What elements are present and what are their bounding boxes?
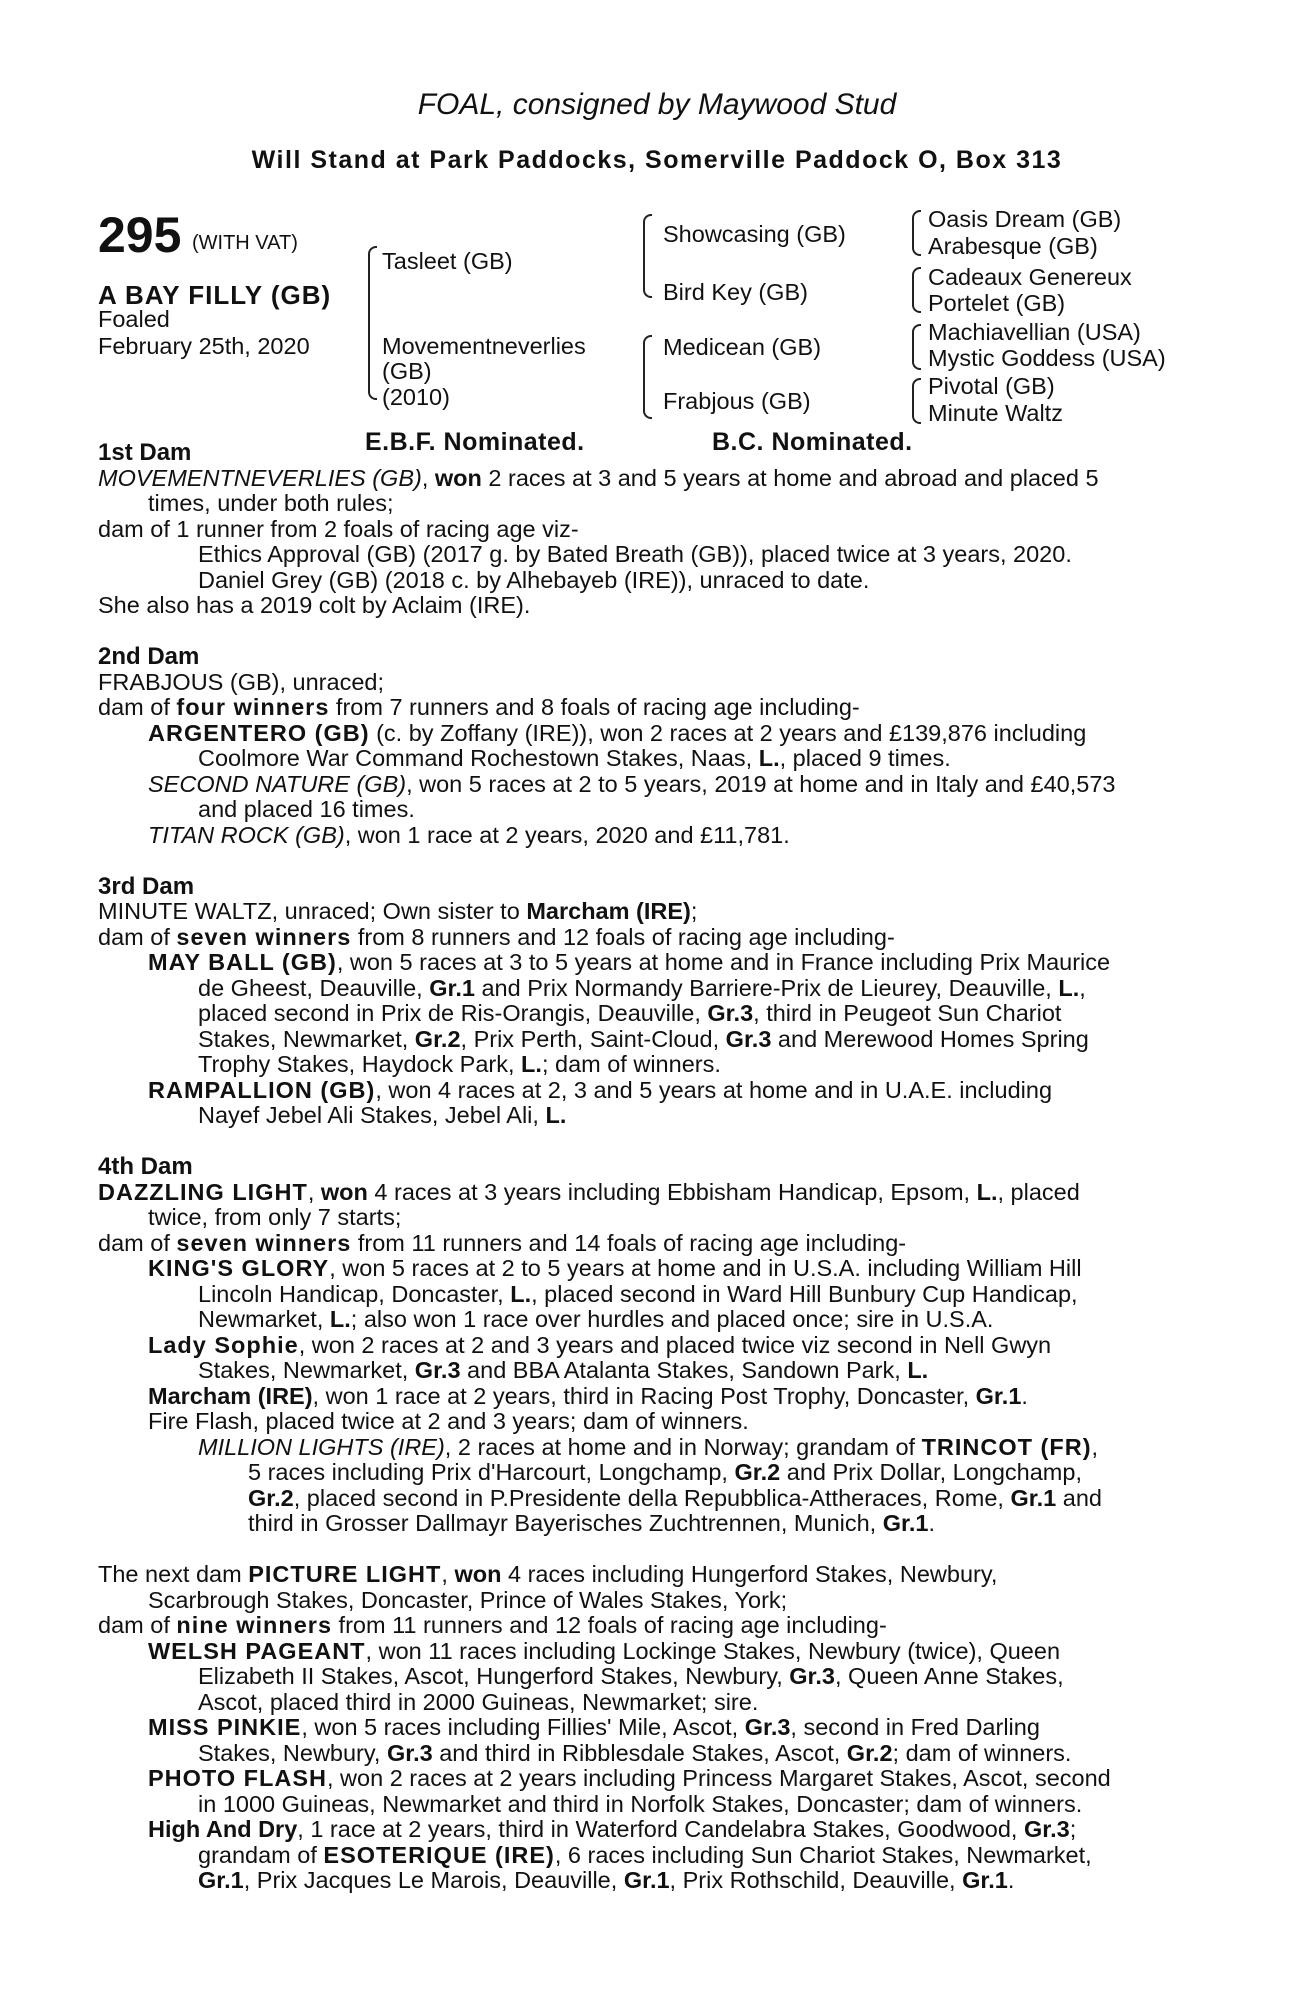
dam-name: MOVEMENTNEVERLIES (GB): [98, 464, 422, 491]
produce-entry: [98, 1639, 1218, 1665]
dam-sire: Medicean (GB): [663, 334, 822, 360]
text: and BBA Atalanta Stakes, Sandown Park,: [460, 1357, 908, 1383]
text: from 11 runners and 14 foals of racing age including-: [351, 1229, 907, 1256]
produce-entry: [98, 1715, 1218, 1741]
horse-name: KING'S GLORY: [148, 1255, 330, 1281]
grade: L.: [510, 1280, 532, 1307]
grade: L.: [545, 1102, 567, 1128]
text: ;: [1069, 1816, 1077, 1842]
horse-name: Lady Sophie: [148, 1331, 299, 1358]
text: Stakes, Newbury,: [198, 1739, 387, 1766]
grade: Gr.1: [623, 1867, 670, 1893]
text: from 8 runners and 12 foals of racing age including-: [351, 923, 895, 950]
text: , third in Peugeot Sun Chariot: [753, 1000, 1062, 1026]
produce-entry: [98, 1384, 1218, 1410]
produce-entry: [98, 1307, 1218, 1333]
bc-nomination: B.C. Nominated.: [712, 428, 913, 456]
produce-entry: [98, 1333, 1218, 1359]
text: Trophy Stakes, Haydock Park,: [198, 1051, 522, 1077]
ds-dam: Mystic Goddess (USA): [928, 345, 1166, 371]
horse-name: PHOTO FLASH: [148, 1765, 327, 1791]
brace-gen1: [368, 246, 377, 400]
horse-name: High And Dry: [148, 1816, 298, 1842]
foaled-date: February 25th, 2020: [98, 333, 310, 359]
horse-name: MISS PINKIE: [148, 1714, 302, 1740]
grade: Gr.2: [734, 1459, 781, 1485]
text: , Prix Rothschild, Deauville,: [669, 1867, 963, 1893]
sd-sire: Cadeaux Genereux: [928, 264, 1132, 290]
first-dam-line: [98, 466, 1218, 492]
grade: Gr.3: [386, 1739, 433, 1766]
grade: Gr.1: [975, 1382, 1022, 1409]
winners-count: nine winners: [176, 1612, 333, 1638]
sd-dam: Portelet (GB): [928, 290, 1066, 316]
produce-entry: [98, 1664, 1218, 1690]
text: third in Grosser Dallmayr Bayerisches Zuchtrennen, Munich,: [248, 1510, 883, 1536]
ds-sire: Machiavellian (USA): [928, 319, 1141, 345]
text: grandam of: [198, 1841, 324, 1868]
lot-number: 295: [98, 207, 182, 263]
grade: L.: [329, 1306, 351, 1332]
fourth-dam-line: twice, from only 7 starts;: [148, 1204, 402, 1230]
winners-count: seven winners: [176, 923, 352, 950]
second-dam-heading: 2nd Dam: [98, 643, 200, 670]
produce-entry: [98, 1435, 1218, 1461]
text: , won 5 races at 2 to 5 years, 2019 at home and in Italy and £40,573: [406, 770, 1116, 797]
text: , placed second in Ward Hill Bunbury Cup Handicap,: [531, 1280, 1078, 1307]
produce-entry: [98, 746, 1218, 772]
fourth-dam-line: [98, 1231, 1218, 1257]
produce-entry: [98, 1078, 1218, 1104]
text: MINUTE WALTZ, unraced; Own sister to: [98, 898, 527, 924]
next-dam-line: [98, 1562, 1218, 1588]
horse-name: ARGENTERO (GB): [148, 719, 370, 746]
grade: Gr.1: [198, 1867, 244, 1893]
produce-entry: [98, 1766, 1218, 1792]
sire: Tasleet (GB): [382, 248, 513, 274]
produce-entry: Ascot, placed third in 2000 Guineas, Newmarket; sire.: [198, 1688, 759, 1715]
text: , placed second in P.Presidente della Repubblica-Attheraces, Rome,: [293, 1484, 1011, 1511]
text: , Queen Anne Stakes,: [835, 1663, 1064, 1689]
text: 5 races including Prix d'Harcourt, Longchamp,: [248, 1459, 735, 1485]
text: ,: [1091, 1433, 1099, 1460]
produce-entry: [98, 1282, 1218, 1308]
won-label: won: [454, 1561, 502, 1587]
produce-entry: and placed 16 times.: [198, 796, 415, 822]
dam-suffix: (GB): [382, 358, 432, 384]
text: from 11 runners and 12 foals of racing age including-: [332, 1612, 887, 1638]
text: , Prix Jacques Le Marois, Deauville,: [243, 1867, 624, 1893]
text: and Prix Dollar, Longchamp,: [780, 1459, 1082, 1485]
produce-entry: Ethics Approval (GB) (2017 g. by Bated Breath (GB)), placed twice at 3 years, 2020.: [198, 541, 1072, 567]
grade: L.: [521, 1051, 542, 1077]
produce-entry: in 1000 Guineas, Newmarket and third in Norfolk Stakes, Doncaster; dam of winners.: [198, 1790, 1083, 1817]
text: dam of: [98, 694, 177, 720]
grade: L.: [758, 745, 780, 771]
horse-title: A BAY FILLY (GB): [98, 280, 332, 310]
vat-note: (WITH VAT): [192, 232, 298, 254]
text: Nayef Jebel Ali Stakes, Jebel Ali,: [198, 1102, 546, 1128]
text: .: [928, 1510, 936, 1536]
sire-dam: Bird Key (GB): [663, 279, 808, 305]
text: de Gheest, Deauville,: [198, 974, 430, 1001]
won-label: won: [320, 1178, 368, 1205]
brace-sire: [643, 214, 652, 298]
text: and Prix Normandy Barriere-Prix de Lieurey, Deauville,: [474, 974, 1059, 1001]
horse-name: TRINCOT (FR): [921, 1433, 1092, 1460]
grade: L.: [907, 1357, 929, 1383]
stand-location: Will Stand at Park Paddocks, Somerville Paddock O, Box 313: [251, 146, 1063, 174]
ebf-nomination: E.B.F. Nominated.: [365, 428, 585, 456]
winners-count: seven winners: [176, 1229, 352, 1256]
text: 4 races at 3 years including Ebbisham Handicap, Epsom,: [367, 1178, 977, 1205]
produce-entry: [98, 772, 1218, 798]
text: Stakes, Newmarket,: [198, 1357, 415, 1383]
horse-name: Marcham (IRE): [526, 898, 691, 924]
produce-entry: [98, 823, 1218, 849]
dam-year: (2010): [382, 384, 450, 410]
text: 2 races at 3 and 5 years at home and abroad and placed 5: [481, 464, 1099, 491]
produce-entry: [98, 721, 1218, 747]
text: .: [1007, 1867, 1015, 1893]
text: , Prix Perth, Saint-Cloud,: [460, 1025, 726, 1052]
text: and: [1056, 1484, 1102, 1511]
third-dam-line: [98, 899, 1218, 925]
grade: Gr.3: [744, 1714, 791, 1740]
horse-name: Marcham (IRE): [148, 1382, 313, 1409]
dd-sire: Pivotal (GB): [928, 373, 1055, 399]
horse-name: TITAN ROCK (GB): [148, 821, 345, 848]
text: , won 1 race at 2 years, third in Racing Post Trophy, Doncaster,: [312, 1382, 976, 1409]
produce-entry: [98, 1868, 1218, 1894]
horse-name: RAMPALLION (GB): [148, 1076, 376, 1103]
text: ;: [690, 898, 698, 924]
text: from 7 runners and 8 foals of racing age including-: [329, 694, 860, 720]
horse-name: MILLION LIGHTS (IRE): [198, 1433, 445, 1460]
produce-entry: [98, 1052, 1218, 1078]
text: , won 5 races at 3 to 5 years at home and in France including Prix Maurice: [336, 949, 1111, 975]
second-dam-line: [98, 695, 1218, 721]
grade: Gr.2: [846, 1739, 893, 1766]
text: , 1 race at 2 years, third in Waterford Candelabra Stakes, Goodwood,: [297, 1816, 1024, 1842]
text: , won 11 races including Lockinge Stakes, Newbury (twice), Queen: [365, 1637, 1061, 1664]
grade: L.: [1058, 974, 1080, 1001]
produce-entry: [98, 1741, 1218, 1767]
brace-ss: [912, 210, 921, 256]
grade: L.: [976, 1178, 998, 1205]
text: placed second in Prix de Ris-Orangis, Deauville,: [198, 1000, 708, 1026]
brace-ds: [912, 324, 921, 370]
text: dam of: [98, 923, 177, 950]
ss-dam: Arabesque (GB): [928, 233, 1098, 259]
produce-entry: Daniel Grey (GB) (2018 c. by Alhebayeb (IRE)), unraced to date.: [198, 566, 870, 593]
produce-entry: [98, 1001, 1218, 1027]
produce-entry: [98, 1460, 1218, 1486]
first-dam-heading: 1st Dam: [98, 439, 192, 466]
text: ; also won 1 race over hurdles and placed once; sire in U.S.A.: [350, 1306, 994, 1332]
dam-dam: Frabjous (GB): [663, 388, 811, 414]
fourth-dam-heading: 4th Dam: [98, 1153, 193, 1180]
text: Coolmore War Command Rochestown Stakes, Naas,: [198, 745, 759, 771]
horse-name: ESOTERIQUE (IRE): [323, 1841, 555, 1868]
produce-entry: [98, 1358, 1218, 1384]
text: The next dam: [98, 1561, 249, 1587]
text: Newmarket,: [198, 1306, 330, 1332]
first-dam-line: times, under both rules;: [148, 490, 394, 516]
produce-entry: [98, 1511, 1218, 1537]
text: Lincoln Handicap, Doncaster,: [198, 1280, 511, 1307]
foaled-label: Foaled: [98, 306, 170, 332]
text: , won 1 race at 2 years, 2020 and £11,781.: [344, 821, 790, 848]
text: 4 races including Hungerford Stakes, Newbury,: [501, 1561, 998, 1587]
brace-dam: [643, 335, 652, 419]
first-dam-line: dam of 1 runner from 2 foals of racing age viz-: [98, 515, 579, 542]
text: ,: [1079, 974, 1086, 1001]
text: , won 5 races at 2 to 5 years at home and in U.S.A. including William Hill: [329, 1255, 1082, 1281]
horse-name: DAZZLING LIGHT: [98, 1178, 308, 1205]
grade: Gr.1: [429, 974, 475, 1001]
text: ,: [421, 464, 435, 491]
grade: Gr.2: [248, 1484, 294, 1511]
ss-sire: Oasis Dream (GB): [928, 206, 1122, 232]
text: (c. by Zoffany (IRE)), won 2 races at 2 years and £139,876 including: [369, 719, 1087, 746]
brace-sd: [912, 267, 921, 313]
text: , won 2 races at 2 and 3 years and placed twice viz second in Nell Gwyn: [298, 1331, 1052, 1358]
produce-entry: [98, 1103, 1218, 1129]
grade: Gr.3: [789, 1663, 835, 1689]
sire-sire: Showcasing (GB): [663, 221, 846, 247]
produce-entry: [98, 1486, 1218, 1512]
dam: Movementneverlies: [382, 333, 586, 359]
horse-name: MAY BALL (GB): [148, 949, 337, 975]
catalogue-body: [98, 440, 1218, 1894]
horse-name: WELSH PAGEANT: [148, 1637, 366, 1664]
fourth-dam-line: [98, 1180, 1218, 1206]
text: , 6 races including Sun Chariot Stakes, Newmarket,: [554, 1841, 1092, 1868]
produce-entry: [98, 976, 1218, 1002]
text: , won 5 races including Fillies' Mile, Ascot,: [301, 1714, 745, 1740]
text: , placed: [997, 1178, 1080, 1205]
next-dam-line: [98, 1613, 1218, 1639]
text: ; dam of winners.: [541, 1051, 721, 1077]
grade: Gr.3: [707, 1000, 754, 1026]
next-dam-line: Scarbrough Stakes, Doncaster, Prince of Wales Stakes, York;: [148, 1586, 788, 1613]
text: ; dam of winners.: [892, 1739, 1072, 1766]
text: , won 2 races at 2 years including Princess Margaret Stakes, Ascot, second: [327, 1765, 1111, 1791]
text: dam of: [98, 1229, 177, 1256]
grade: Gr.2: [414, 1025, 461, 1052]
text: , won 4 races at 2, 3 and 5 years at home and in U.A.E. including: [375, 1076, 1053, 1103]
winners-count: four winners: [176, 694, 330, 720]
grade: Gr.3: [725, 1025, 772, 1052]
second-dam-line: FRABJOUS (GB), unraced;: [98, 668, 384, 695]
third-dam-heading: 3rd Dam: [98, 872, 195, 900]
dd-dam: Minute Waltz: [928, 400, 1063, 426]
text: and Merewood Homes Spring: [771, 1025, 1089, 1052]
consignor-line: FOAL, consigned by Maywood Stud: [417, 88, 897, 121]
grade: Gr.3: [414, 1357, 461, 1383]
text: and third in Ribblesdale Stakes, Ascot,: [432, 1739, 847, 1766]
grade: Gr.1: [962, 1867, 1008, 1893]
text: Elizabeth II Stakes, Ascot, Hungerford Stakes, Newbury,: [198, 1663, 790, 1689]
produce-entry: [98, 950, 1218, 976]
text: Stakes, Newmarket,: [198, 1025, 415, 1052]
produce-entry: [98, 1256, 1218, 1282]
text: , 2 races at home and in Norway; grandam of: [444, 1433, 922, 1460]
produce-entry: [98, 1027, 1218, 1053]
text: , placed 9 times.: [779, 745, 951, 771]
horse-name: SECOND NATURE (GB): [148, 770, 407, 797]
grade: Gr.1: [1010, 1484, 1057, 1511]
produce-entry: [98, 1817, 1218, 1843]
brace-dd: [912, 378, 921, 424]
text: ,: [441, 1561, 455, 1587]
text: ,: [307, 1178, 321, 1205]
text: dam of: [98, 1612, 177, 1638]
third-dam-line: [98, 925, 1218, 951]
produce-entry: [98, 1843, 1218, 1869]
produce-entry: Fire Flash, placed twice at 2 and 3 years; dam of winners.: [148, 1408, 749, 1434]
won-label: won: [434, 464, 482, 491]
grade: Gr.3: [1023, 1816, 1070, 1842]
produce-note: She also has a 2019 colt by Aclaim (IRE).: [98, 592, 531, 618]
horse-name: PICTURE LIGHT: [248, 1561, 442, 1587]
text: , second in Fred Darling: [790, 1714, 1040, 1740]
text: .: [1021, 1382, 1028, 1409]
grade: Gr.1: [882, 1510, 929, 1536]
